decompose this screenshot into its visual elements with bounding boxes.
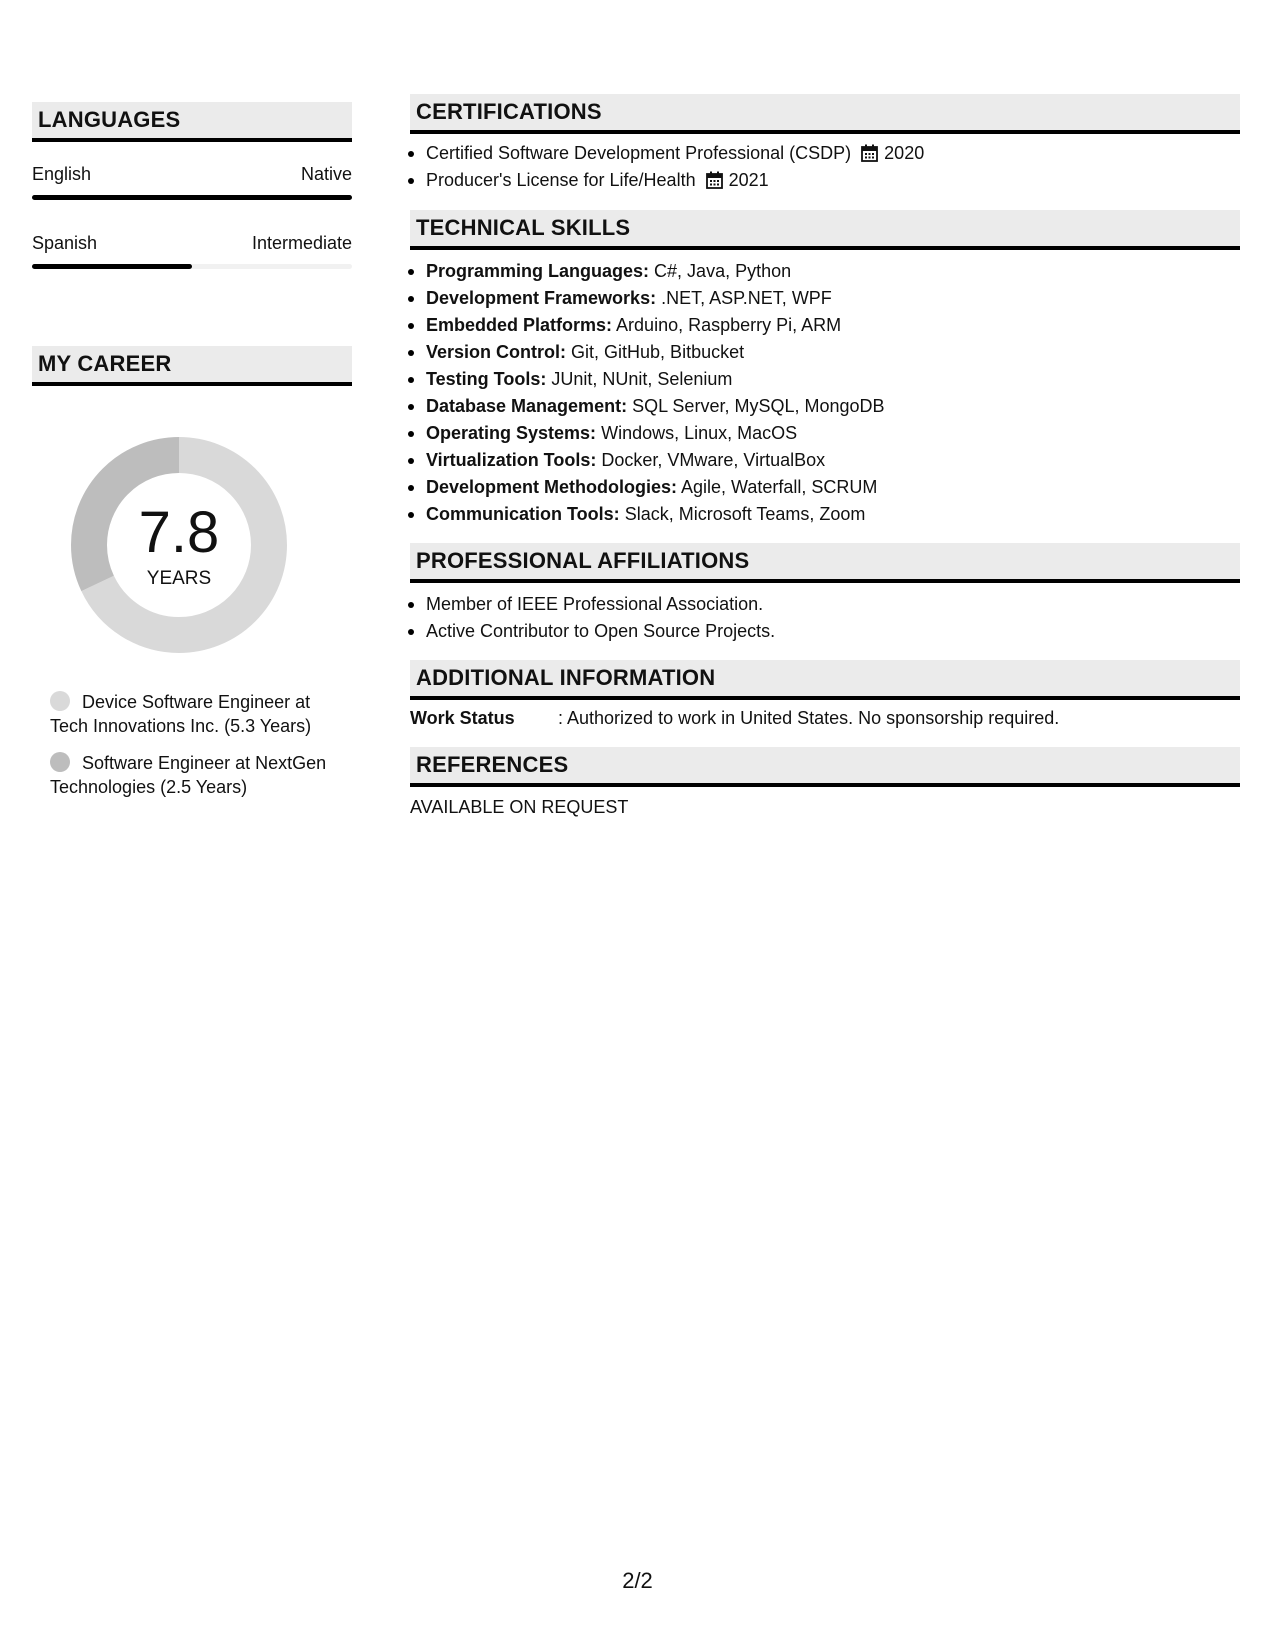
page-number: 2/2 bbox=[622, 1568, 653, 1593]
list-item bbox=[408, 474, 1228, 501]
career-legend-dot bbox=[50, 752, 70, 772]
skill-label: Version Control: bbox=[426, 342, 567, 362]
list-item bbox=[408, 258, 1228, 285]
list-item bbox=[408, 312, 1228, 339]
calendar-icon bbox=[706, 171, 723, 189]
list-item bbox=[408, 447, 1228, 474]
skill-value: .NET, ASP.NET, WPF bbox=[661, 288, 832, 308]
list-item bbox=[408, 285, 1228, 312]
language-level: Intermediate bbox=[251, 233, 352, 253]
skill-label: Database Management: bbox=[426, 396, 628, 416]
skill-label: Virtualization Tools: bbox=[426, 450, 597, 470]
language-name: Spanish bbox=[32, 233, 98, 253]
career-item bbox=[50, 690, 340, 738]
additional-information-heading: ADDITIONAL INFORMATION bbox=[410, 660, 1240, 700]
affiliations-heading: PROFESSIONAL AFFILIATIONS bbox=[410, 543, 1240, 583]
career-total-years: 7.8 bbox=[138, 500, 220, 565]
skill-value: Git, GitHub, Bitbucket bbox=[571, 342, 745, 362]
language-bar-fill bbox=[32, 195, 352, 200]
career-legend-dot bbox=[50, 691, 70, 711]
career-heading: MY CAREER bbox=[32, 346, 352, 386]
career-item-label: Device Software Engineer at Tech Innovations Inc. (5.3 Years) bbox=[50, 692, 312, 736]
skill-label: Testing Tools: bbox=[426, 369, 547, 389]
skill-value: C#, Java, Python bbox=[654, 261, 792, 281]
certifications-list bbox=[408, 140, 1228, 194]
technical-skills-heading: TECHNICAL SKILLS bbox=[410, 210, 1240, 250]
list-item bbox=[408, 366, 1228, 393]
work-status-label: Work Status bbox=[410, 708, 515, 728]
skill-value: Windows, Linux, MacOS bbox=[601, 423, 798, 443]
skill-label: Embedded Platforms: bbox=[426, 315, 613, 335]
list-item bbox=[408, 501, 1228, 528]
references-text: AVAILABLE ON REQUEST bbox=[410, 797, 629, 817]
skill-label: Development Methodologies: bbox=[426, 477, 678, 497]
work-status-value: : Authorized to work in United States. No sponsorship required. bbox=[558, 708, 1060, 728]
list-item bbox=[408, 140, 1228, 167]
career-total-unit: YEARS bbox=[146, 568, 212, 589]
technical-skills-list bbox=[408, 258, 1228, 528]
certification-name: Certified Software Development Professional (CSDP) bbox=[426, 143, 852, 163]
skill-value: JUnit, NUnit, Selenium bbox=[551, 369, 733, 389]
language-bar-fill bbox=[32, 264, 192, 269]
language-bar-english bbox=[32, 195, 352, 200]
list-item bbox=[408, 339, 1228, 366]
language-row-spanish bbox=[32, 233, 352, 254]
skill-value: Arduino, Raspberry Pi, ARM bbox=[616, 315, 842, 335]
skill-label: Operating Systems: bbox=[426, 423, 597, 443]
certification-name: Producer's License for Life/Health bbox=[426, 170, 696, 190]
language-name: English bbox=[32, 164, 92, 184]
list-item: Active Contributor to Open Source Projects. bbox=[408, 618, 1228, 645]
references-heading: REFERENCES bbox=[410, 747, 1240, 787]
languages-heading: LANGUAGES bbox=[32, 102, 352, 142]
list-item bbox=[408, 420, 1228, 447]
career-item bbox=[50, 751, 340, 799]
certification-year: 2020 bbox=[884, 143, 925, 163]
list-item: Member of IEEE Professional Association. bbox=[408, 591, 1228, 618]
list-item bbox=[408, 167, 1228, 194]
language-bar-spanish bbox=[32, 264, 352, 269]
certification-year: 2021 bbox=[728, 170, 769, 190]
skill-label: Programming Languages: bbox=[426, 261, 650, 281]
list-item bbox=[408, 393, 1228, 420]
skill-value: SQL Server, MySQL, MongoDB bbox=[632, 396, 885, 416]
skill-value: Slack, Microsoft Teams, Zoom bbox=[624, 504, 866, 524]
skill-label: Development Frameworks: bbox=[426, 288, 657, 308]
skill-value: Docker, VMware, VirtualBox bbox=[601, 450, 826, 470]
language-row-english bbox=[32, 164, 352, 185]
skill-label: Communication Tools: bbox=[426, 504, 620, 524]
calendar-icon bbox=[861, 144, 878, 162]
skill-value: Agile, Waterfall, SCRUM bbox=[681, 477, 878, 497]
affiliations-list bbox=[408, 591, 1228, 645]
certifications-heading: CERTIFICATIONS bbox=[410, 94, 1240, 134]
career-item-label: Software Engineer at NextGen Technologies (2.5 Years) bbox=[50, 753, 327, 797]
language-level: Native bbox=[300, 164, 352, 184]
